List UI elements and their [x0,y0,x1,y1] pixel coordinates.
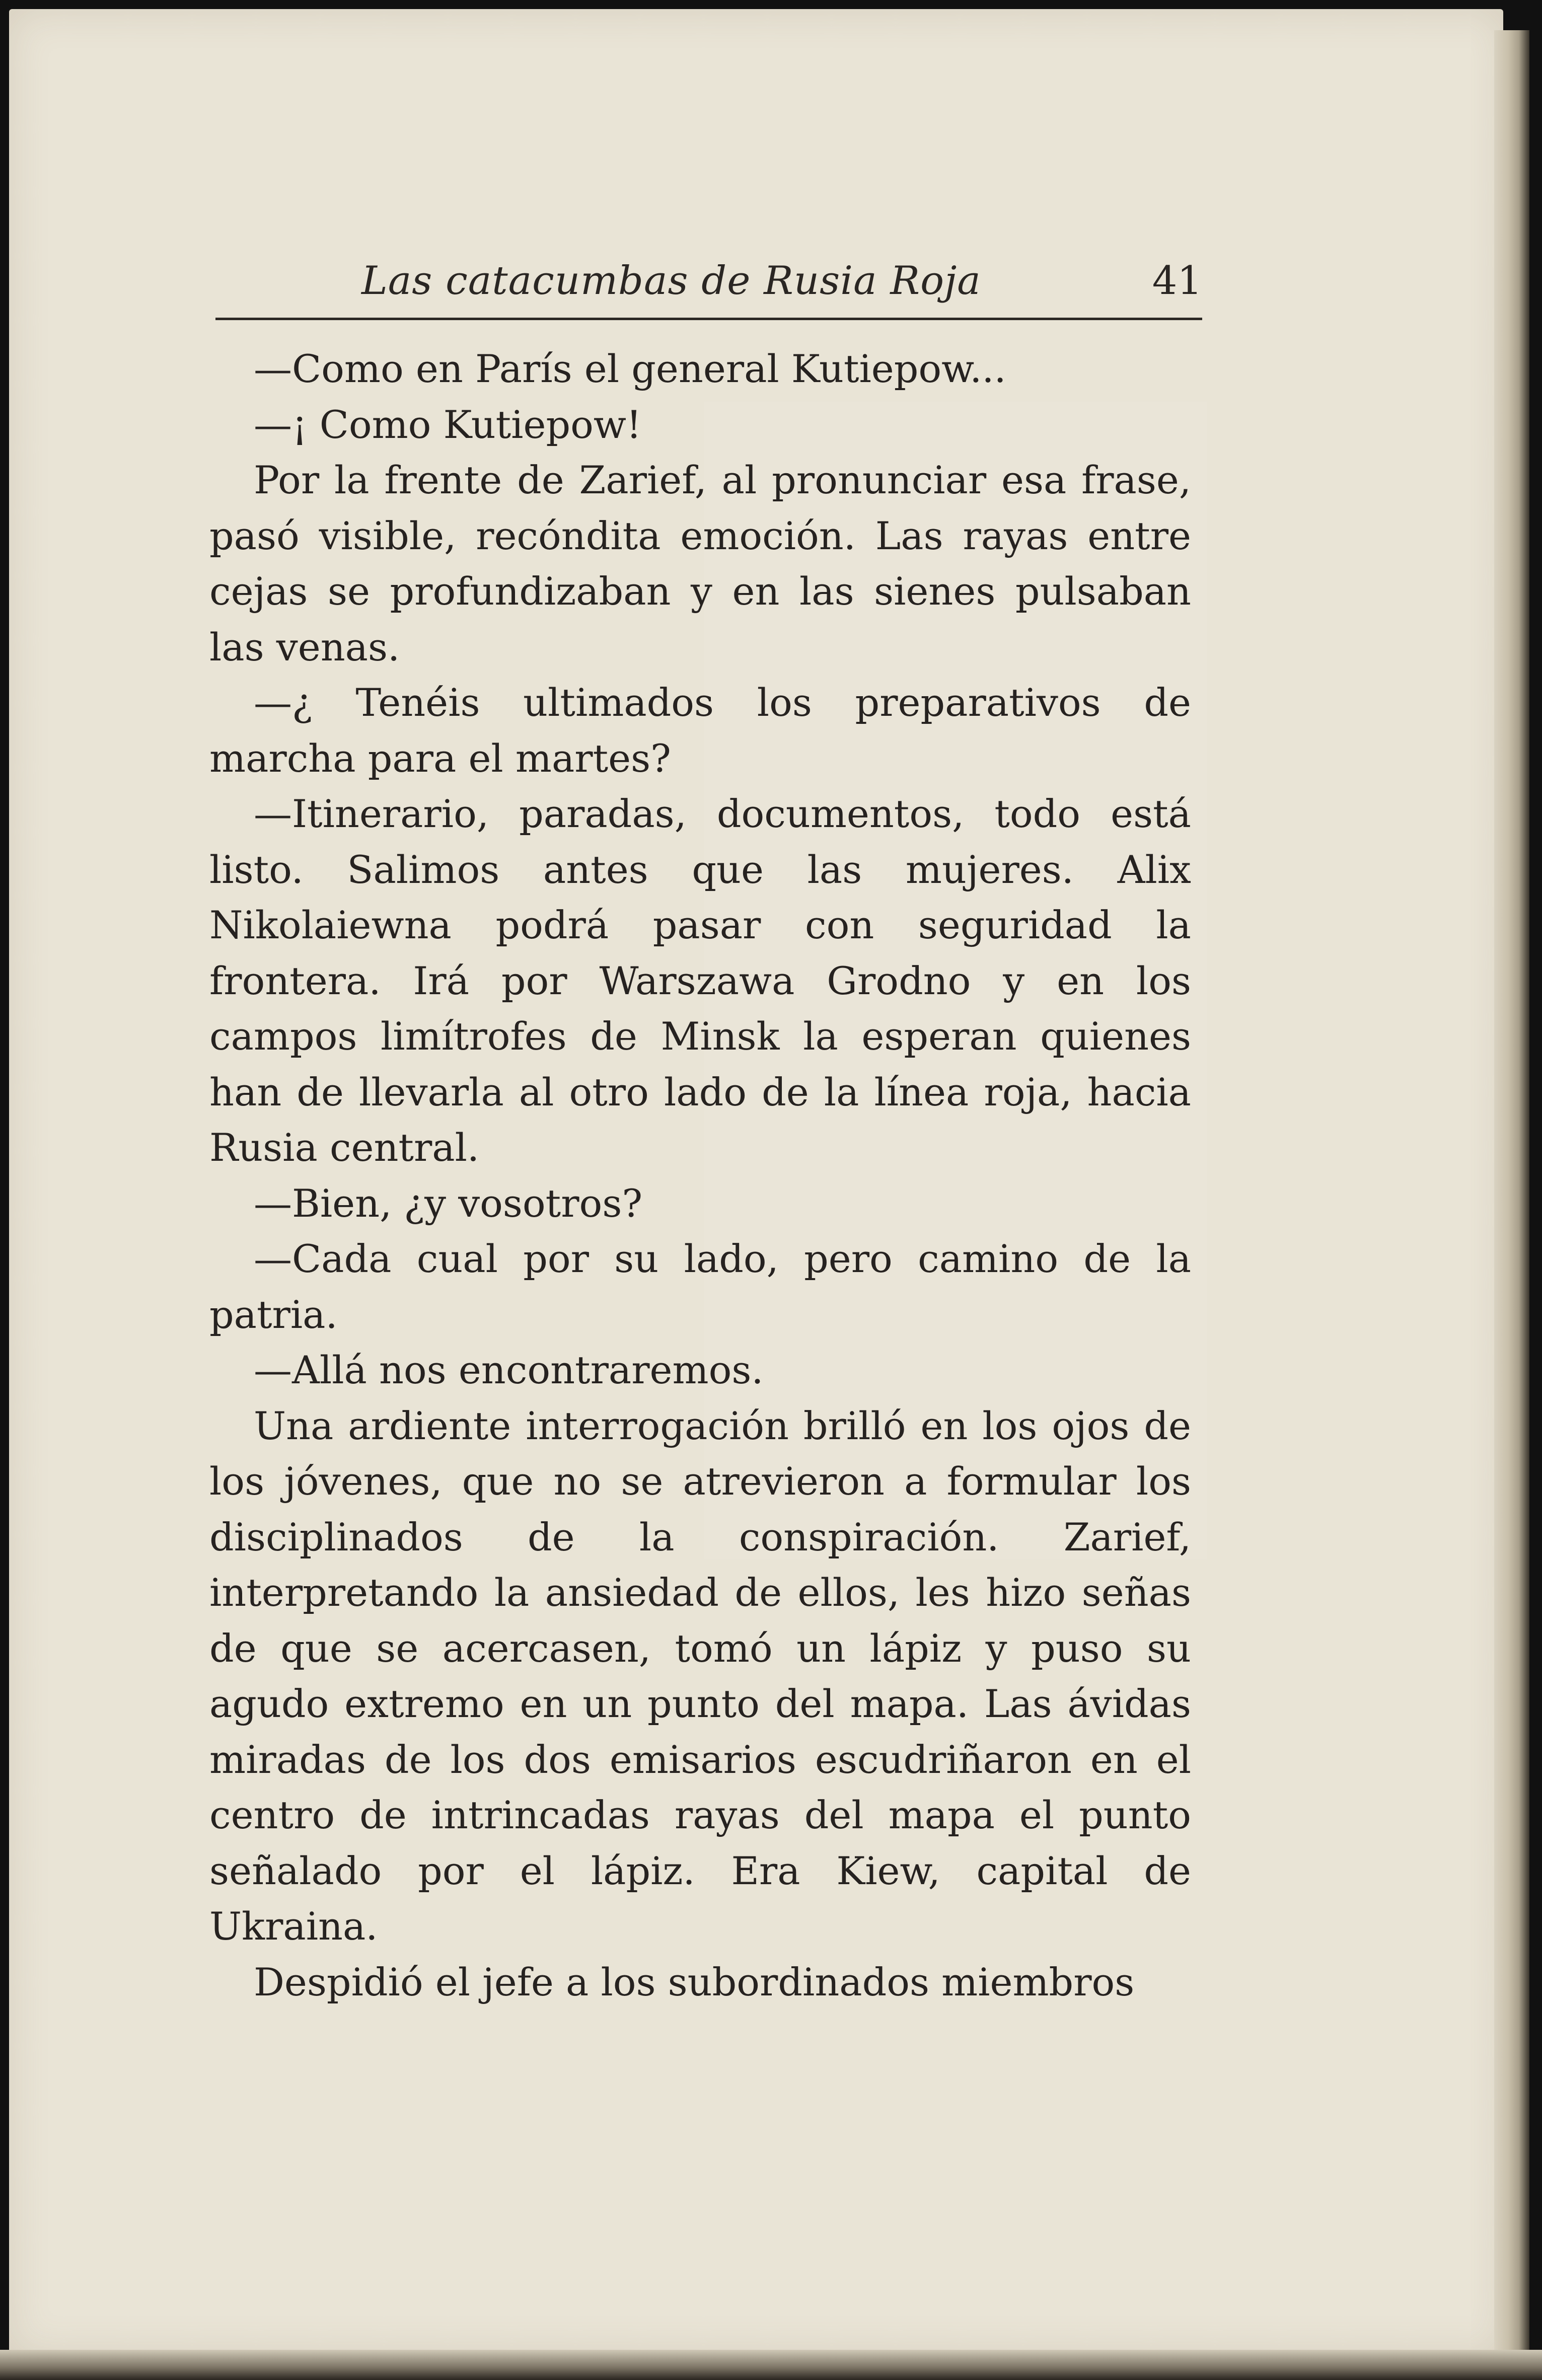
paragraph: Una ardiente interrogación brilló en los ojos de los jóvenes, que no se atrevieron a formular los disciplinados de la conspiración. Zarief, interpretando la ansiedad de ellos, les hizo señas de que se acercasen, tomó un lápiz y puso su agudo extremo en un punto del mapa. Las ávidas miradas de los dos emisarios escudriñaron en el centro de intrincadas rayas del mapa el punto señalado por el lápiz. Era Kiew, capital de Ukraina. [209,1403,1191,1949]
bottom-edge [0,2350,1542,2380]
paragraph: —Itinerario, paradas, documentos, todo está listo. Salimos antes que las mujeres. Alix Nikolaiewna podrá pasar con seguridad la frontera. Irá por Warszawa Grodno y en los campos limítrofes de Minsk la esperan quienes han de llevarla al otro lado de la línea roja, hacia Rusia central. [209,791,1191,1170]
running-header [215,258,1202,324]
paragraph: —Como en París el general Kutiepow... [254,346,1006,391]
paragraph: —Cada cual por su lado, pero camino de la patria. [209,1236,1191,1337]
header-rule [215,318,1202,320]
paragraph: Despidió el jefe a los subordinados miembros [254,1959,1135,2004]
body-text [209,341,1191,2010]
page-edge [1494,30,1529,2350]
paragraph: —¿ Tenéis ultimados los preparativos de marcha para el martes? [209,680,1191,781]
paragraph: —¡ Como Kutiepow! [254,402,642,447]
book-page [9,9,1503,2355]
paragraph: —Bien, ¿y vosotros? [254,1180,643,1226]
paragraph: —Allá nos encontraremos. [254,1348,764,1392]
page-number: 41 [1152,258,1202,304]
paragraph: Por la frente de Zarief, al pronunciar esa frase, pasó visible, recóndita emoción. Las rayas entre cejas se profundizaban y en las sienes pulsaban las venas. [209,458,1191,670]
running-header-title: Las catacumbas de Rusia Roja [361,258,981,304]
